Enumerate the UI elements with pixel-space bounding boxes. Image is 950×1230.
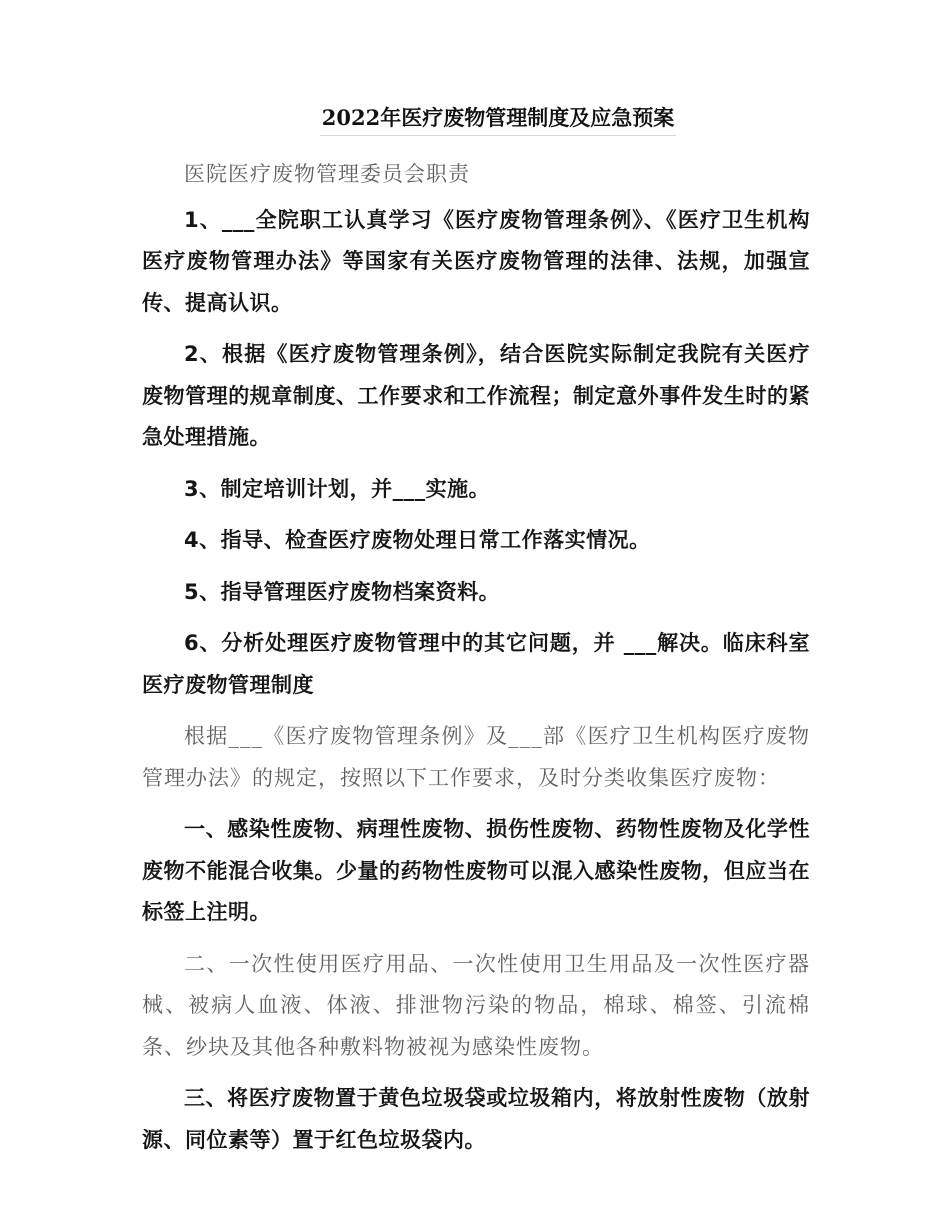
- duty-item-4: 4、指导、检查医疗废物处理日常工作落实情况。: [184, 528, 651, 552]
- rule-item-3: 三、将医疗废物置于黄色垃圾袋或垃圾箱内，将放射性废物（放射源、同位素等）置于红色垃圾袋内。: [142, 1086, 810, 1152]
- committee-duties-heading: 医院医疗废物管理委员会职责: [184, 162, 470, 186]
- duty-item-3: 3、制定培训计划，并___实施。: [184, 476, 491, 501]
- rule-item-2: 二、一次性使用医疗用品、一次性使用卫生用品及一次性医疗器械、被病人血液、体液、排泄物污染的物品，棉球、棉签、引流棉条、纱块及其他各种敷料物被视为感染性废物。: [142, 951, 810, 1059]
- document-title: 2022年医疗废物管理制度及应急预案: [320, 101, 676, 136]
- rule-item-1: 一、感染性废物、病理性废物、损伤性废物、药物性废物及化学性废物不能混合收集。少量的药物性废物可以混入感染性废物，但应当在标签上注明。: [142, 817, 810, 924]
- duty-item-5: 5、指导管理医疗废物档案资料。: [184, 579, 501, 604]
- duty-item-6: 6、分析处理医疗废物管理中的其它问题，并 ___解决。临床科室医疗废物管理制度: [142, 631, 810, 697]
- document-body: [142, 154, 810, 1171]
- duty-item-1: 1、___全院职工认真学习《医疗废物管理条例》、《医疗卫生机构医疗废物管理办法》等国家有关医疗废物管理的法律、法规，加强宣传、提高认识。: [142, 207, 810, 315]
- regulation-basis-paragraph: 根据___《医疗废物管理条例》及___部《医疗卫生机构医疗废物管理办法》的规定，按照以下工作要求，及时分类收集医疗废物：: [142, 724, 810, 790]
- duty-item-2: 2、根据《医疗废物管理条例》，结合医院实际制定我院有关医疗废物管理的规章制度、工作要求和工作流程；制定意外事件发生时的紧急处理措施。: [142, 342, 810, 449]
